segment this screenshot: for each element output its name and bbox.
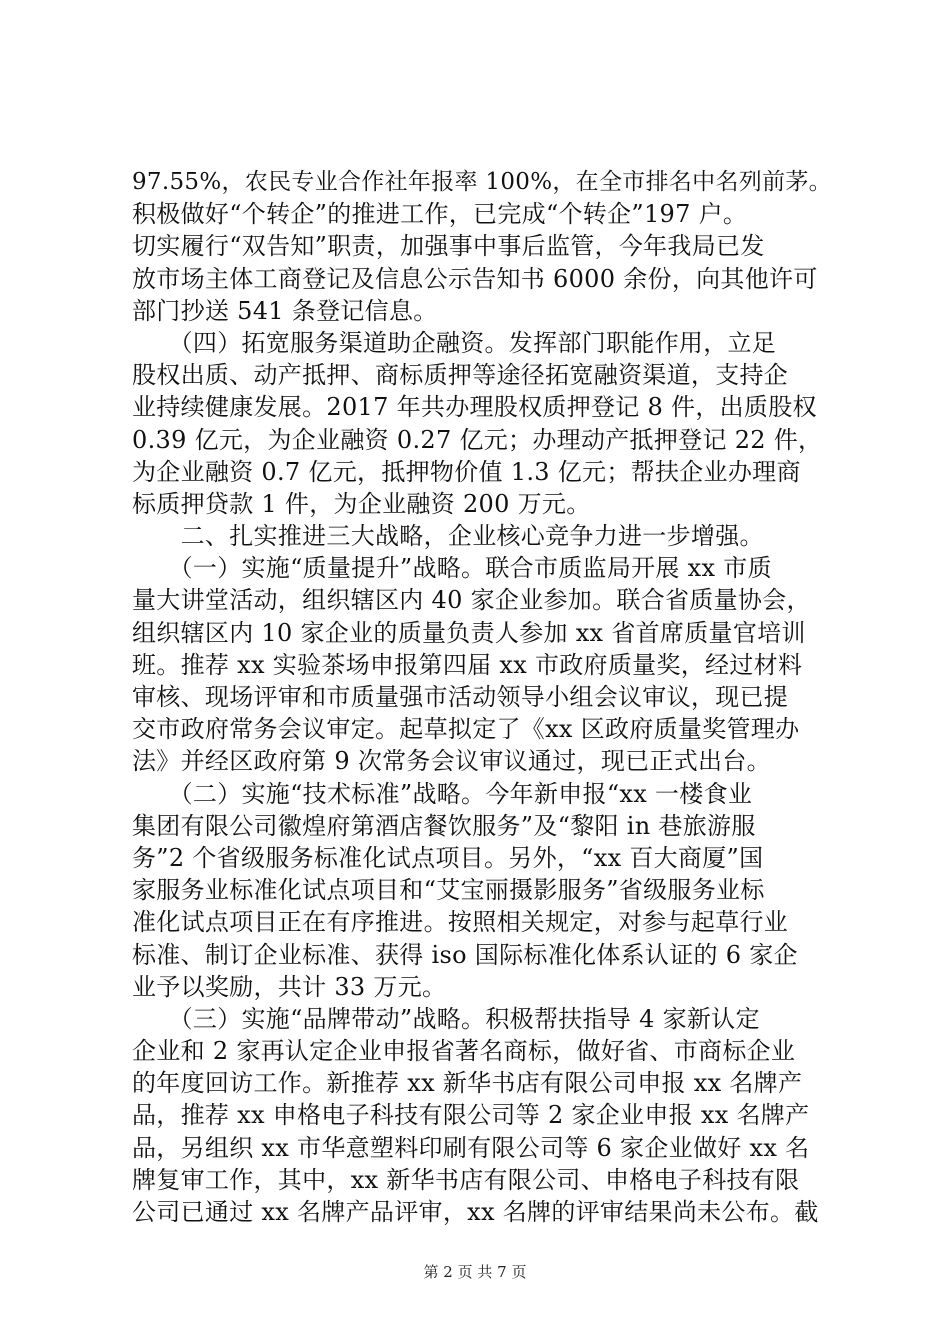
text-line: 品，另组织 xx 市华意塑料印刷有限公司等 6 家企业做好 xx 名 — [132, 1133, 810, 1162]
text-line: （一）实施“质量提升”战略。联合市质监局开展 xx 市质 — [132, 554, 772, 583]
text-line: 企业和 2 家再认定企业申报省著名商标，做好省、市商标企业 — [132, 1037, 796, 1066]
text-line: 放市场主体工商登记及信息公示告知书 6000 余份，向其他许可 — [132, 264, 818, 293]
text-line: 量大讲堂活动，组织辖区内 40 家企业参加。联合省质量协会， — [132, 586, 811, 615]
text-line: 公司已通过 xx 名牌产品评审，xx 名牌的评审结果尚未公布。截 — [132, 1198, 819, 1226]
text-line: 0.39 亿元，为企业融资 0.27 亿元；办理动产抵押登记 22 件， — [132, 425, 823, 454]
text-line: 品，推荐 xx 申格电子科技有限公司等 2 家企业申报 xx 名牌产 — [132, 1101, 810, 1130]
page-footer: 第 2 页 共 7 页 — [423, 1263, 527, 1281]
text-line: 准化试点项目正在有序推进。按照相关规定，对参与起草行业 — [132, 908, 789, 937]
text-line: 为企业融资 0.7 亿元，抵押物价值 1.3 亿元；帮扶企业办理商 — [132, 457, 801, 486]
document-body — [132, 166, 832, 1228]
text-line: 二、扎实推进三大战略，企业核心竞争力进一步增强。 — [132, 522, 764, 551]
text-line: 切实履行“双告知”职责，加强事中事后监管，今年我局已发 — [132, 232, 765, 261]
text-line: 部门抄送 541 条登记信息。 — [132, 296, 438, 325]
text-line: 积极做好“个转企”的推进工作，已完成“个转企”197 户。 — [132, 200, 748, 229]
text-line: 业持续健康发展。2017 年共办理股权质押登记 8 件，出质股权 — [132, 393, 817, 422]
text-line: （二）实施“技术标准”战略。今年新申报“xx 一楼食业 — [132, 779, 753, 808]
text-line: 审核、现场评审和市质量强市活动领导小组会议审议，现已提 — [132, 683, 789, 711]
text-line: 家服务业标准化试点项目和“艾宝丽摄影服务”省级服务业标 — [132, 876, 765, 905]
text-line: 的年度回访工作。新推荐 xx 新华书店有限公司申报 xx 名牌产 — [132, 1069, 803, 1098]
text-line: 法》并经区政府第 9 次常务会议审议通过，现已正式出台。 — [132, 747, 771, 776]
text-line: 牌复审工作，其中，xx 新华书店有限公司、申格电子科技有限 — [132, 1165, 800, 1194]
text-line: 标质押贷款 1 件，为企业融资 200 万元。 — [132, 489, 591, 518]
text-line: 集团有限公司徽煌府第酒店餐饮服务”及“黎阳 in 巷旅游服 — [132, 811, 756, 840]
text-line: 务”2 个省级服务标准化试点项目。另外，“xx 百大商厦”国 — [132, 843, 764, 872]
text-line: 班。推荐 xx 实验茶场申报第四届 xx 市政府质量奖，经过材料 — [132, 650, 803, 679]
text-line: 交市政府常务会议审定。起草拟定了《xx 区政府质量奖管理办 — [132, 715, 800, 744]
text-line: 97.55%，农民专业合作社年报率 100%，在全市排名中名列前茅。 — [132, 169, 832, 195]
text-line: 股权出质、动产抵押、商标质押等途径拓宽融资渠道，支持企 — [132, 361, 789, 390]
text-line: （三）实施“品牌带动”战略。积极帮扶指导 4 家新认定 — [132, 1004, 760, 1033]
text-line: 业予以奖励，共计 33 万元。 — [132, 972, 447, 1001]
text-line: （四）拓宽服务渠道助企融资。发挥部门职能作用，立足 — [132, 328, 777, 357]
text-line: 组织辖区内 10 家企业的质量负责人参加 xx 省首席质量官培训 — [132, 618, 806, 647]
text-line: 标准、制订企业标准、获得 iso 国际标准化体系认证的 6 家企 — [132, 940, 798, 969]
